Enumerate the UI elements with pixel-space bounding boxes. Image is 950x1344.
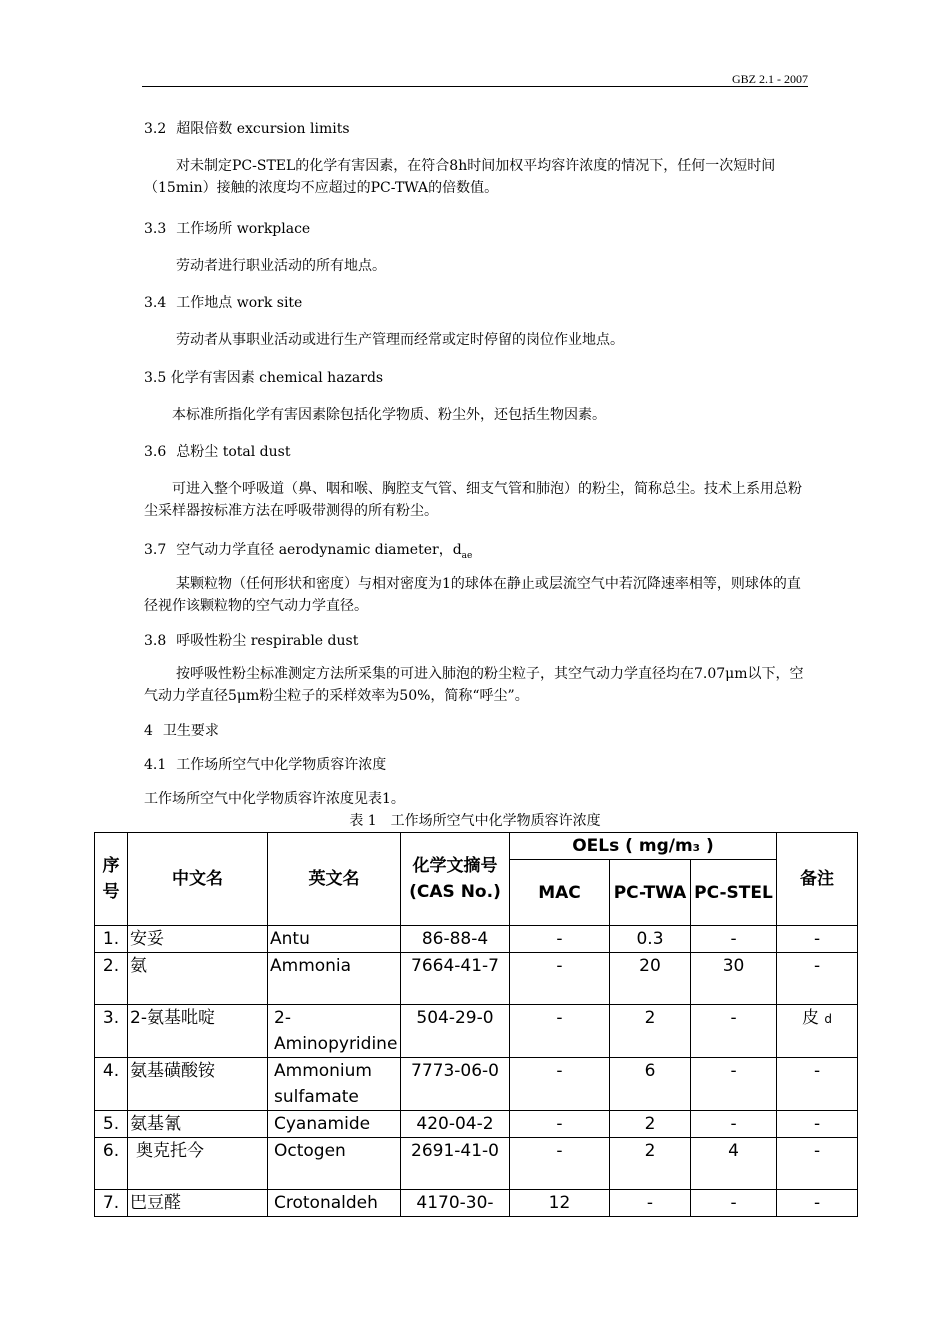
section-number: 3.2 [144, 121, 167, 137]
subscript: ae [461, 551, 473, 561]
cell-no: 3. [95, 1005, 128, 1058]
section-body [144, 663, 808, 707]
cell-cas: 4170-30- [401, 1190, 510, 1217]
body-text: 劳动者进行职业活动的所有地点。 [176, 258, 386, 274]
section-number: 3.7 [144, 542, 167, 558]
cell-mac: - [510, 953, 610, 1005]
table-row [95, 1190, 858, 1217]
section-number: 3.8 [144, 633, 167, 649]
cell-cas: 504-29-0 [401, 1005, 510, 1058]
header-note: 备注 [777, 833, 858, 926]
section-heading [144, 292, 810, 314]
cell-cn-name: 氨基磺酸铵 [128, 1058, 268, 1111]
oel-table [94, 832, 858, 1217]
table-caption: 表 1 工作场所空气中化学物质容许浓度 [349, 813, 601, 829]
cell-no: 4. [95, 1058, 128, 1111]
cell-cas: 7773-06-0 [401, 1058, 510, 1111]
header-no: 序号 [95, 833, 128, 926]
cell-note: - [777, 1111, 858, 1138]
cell-en-name: Ammonia [268, 953, 401, 1005]
cell-cn-name: 巴豆醛 [128, 1190, 268, 1217]
cell-mac: 12 [510, 1190, 610, 1217]
section-title: 卫生要求 [162, 723, 219, 739]
cell-note: - [777, 1190, 858, 1217]
section-number: 4.1 [144, 757, 167, 773]
header-cas: 化学文摘号(CAS No.) [401, 833, 510, 926]
table-row [95, 1111, 858, 1138]
header-pc-twa: PC-TWA [610, 860, 691, 926]
section-title: 空气动力学直径 aerodynamic diameter，d [176, 542, 462, 558]
note-superscript: d [824, 1012, 833, 1026]
cell-cas: 86-88-4 [401, 926, 510, 953]
cell-en-name: Antu [268, 926, 401, 953]
section-title: 工作地点 work site [176, 295, 303, 311]
table-row [95, 926, 858, 953]
cell-cn-name: 奥克托今 [128, 1138, 268, 1190]
header-pc-stel: PC-STEL [691, 860, 777, 926]
cell-en-name: 2-Aminopyridine [268, 1005, 401, 1058]
cell-mac: - [510, 1058, 610, 1111]
cell-cas: 2691-41-0 [401, 1138, 510, 1190]
table-row [95, 953, 858, 1005]
section-title: 总粉尘 total dust [176, 444, 291, 460]
cell-mac: - [510, 926, 610, 953]
cell-en-name: Octogen [268, 1138, 401, 1190]
cell-pc-twa: 6 [610, 1058, 691, 1111]
section-number: 3.4 [144, 295, 167, 311]
section-title: 呼吸性粉尘 respirable dust [176, 633, 359, 649]
section-number: 3.3 [144, 221, 167, 237]
cell-pc-stel: - [691, 1058, 777, 1111]
section-heading [144, 367, 810, 389]
cell-pc-twa: - [610, 1190, 691, 1217]
section-body: 工作场所空气中化学物质容许浓度见表1。 [144, 791, 405, 807]
header-mac: MAC [510, 860, 610, 926]
table-row [95, 1058, 858, 1111]
section-body [144, 255, 810, 277]
section-body [144, 478, 808, 522]
cell-note [777, 1005, 858, 1058]
cell-pc-twa: 2 [610, 1138, 691, 1190]
section-body [144, 573, 808, 617]
section-title: 超限倍数 excursion limits [176, 121, 350, 137]
section-body [144, 329, 810, 351]
body-text: 可进入整个呼吸道（鼻、咽和喉、胸腔支气管、细支气管和肺泡）的粉尘，简称总尘。技术上系用总粉尘采样器按标准方法在呼吸带测得的所有粉尘。 [144, 481, 802, 519]
cell-mac: - [510, 1111, 610, 1138]
body-text: 某颗粒物（任何形状和密度）与相对密度为1的球体在静止或层流空气中若沉降速率相等，则球体的直径视作该颗粒物的空气动力学直径。 [144, 576, 801, 614]
header-cn-name: 中文名 [128, 833, 268, 926]
body-text: 按呼吸性粉尘标准测定方法所采集的可进入肺泡的粉尘粒子，其空气动力学直径均在7.07μm以下，空气动力学直径5μm粉尘粒子的采样效率为50%，简称“呼尘”。 [144, 666, 804, 704]
cell-no: 6. [95, 1138, 128, 1190]
cell-pc-twa: 2 [610, 1005, 691, 1058]
section-heading [144, 441, 810, 463]
table-row [95, 1138, 858, 1190]
cell-pc-stel: - [691, 1005, 777, 1058]
cell-note: - [777, 1058, 858, 1111]
section-title: 化学有害因素 chemical hazards [170, 370, 384, 386]
cell-pc-stel: 4 [691, 1138, 777, 1190]
cell-en-name: Crotonaldeh [268, 1190, 401, 1217]
cell-cn-name: 安妥 [128, 926, 268, 953]
body-text: 对未制定PC-STEL的化学有害因素，在符合8h时间加权平均容许浓度的情况下，任何一次短时间（15min）接触的浓度均不应超过的PC-TWA的倍数值。 [144, 158, 776, 196]
note-text: 皮 [802, 1008, 820, 1028]
section-title: 工作场所空气中化学物质容许浓度 [176, 757, 387, 773]
cell-note: - [777, 926, 858, 953]
cell-no: 5. [95, 1111, 128, 1138]
header-rule [142, 86, 808, 87]
section-number: 4 [144, 723, 153, 739]
section-heading [144, 218, 810, 240]
cell-cn-name: 氨基氰 [128, 1111, 268, 1138]
section-heading [144, 754, 810, 776]
cell-cas: 7664-41-7 [401, 953, 510, 1005]
section-heading [144, 539, 810, 567]
cell-mac: - [510, 1138, 610, 1190]
cell-pc-stel: - [691, 1190, 777, 1217]
section-number: 3.6 [144, 444, 167, 460]
cell-cn-name: 2-氨基吡啶 [128, 1005, 268, 1058]
section-title: 工作场所 workplace [176, 221, 311, 237]
cell-note: - [777, 1138, 858, 1190]
cell-no: 2. [95, 953, 128, 1005]
cell-no: 7. [95, 1190, 128, 1217]
cell-en-name: Ammonium sulfamate [268, 1058, 401, 1111]
cell-pc-twa: 0.3 [610, 926, 691, 953]
cell-pc-stel: - [691, 926, 777, 953]
section-number: 3.5 [144, 370, 167, 386]
body-text: 劳动者从事职业活动或进行生产管理而经常或定时停留的岗位作业地点。 [176, 332, 624, 348]
cell-cn-name: 氨 [128, 953, 268, 1005]
table-row [95, 1005, 858, 1058]
cell-no: 1. [95, 926, 128, 953]
cell-note: - [777, 953, 858, 1005]
section-heading [144, 720, 810, 742]
cell-en-name: Cyanamide [268, 1111, 401, 1138]
header-en-name: 英文名 [268, 833, 401, 926]
cell-pc-twa: 2 [610, 1111, 691, 1138]
body-text: 本标准所指化学有害因素除包括化学物质、粉尘外，还包括生物因素。 [172, 407, 606, 423]
section-heading [144, 630, 810, 652]
section-heading [144, 118, 810, 140]
cell-pc-stel: - [691, 1111, 777, 1138]
section-body [144, 404, 810, 426]
section-body [144, 155, 808, 199]
standard-code: GBZ 2.1 - 2007 [732, 72, 808, 86]
header-oels: OELs ( mg/m₃ ) [510, 833, 777, 860]
cell-mac: - [510, 1005, 610, 1058]
cell-pc-twa: 20 [610, 953, 691, 1005]
cell-pc-stel: 30 [691, 953, 777, 1005]
cell-cas: 420-04-2 [401, 1111, 510, 1138]
